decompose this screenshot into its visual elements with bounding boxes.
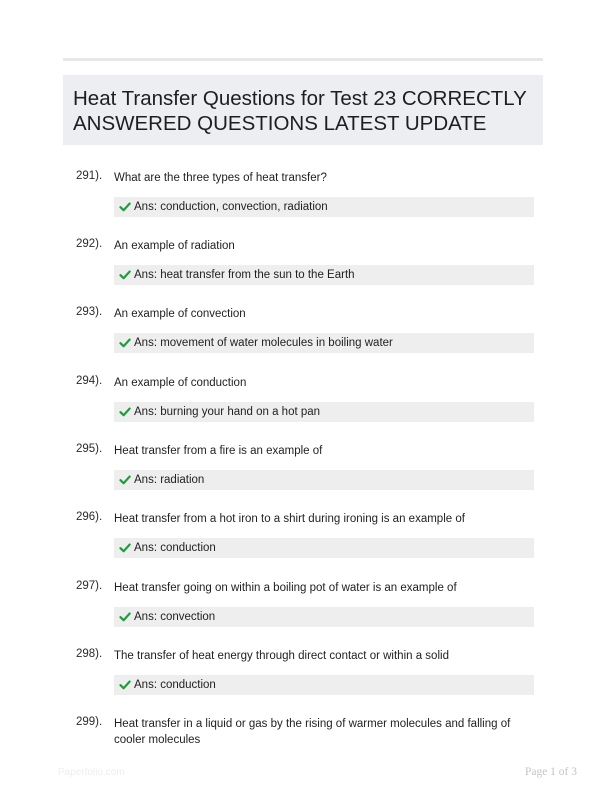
checkmark-icon (119, 679, 131, 691)
answer-text: Ans: burning your hand on a hot pan (134, 406, 321, 418)
answer-text: Ans: conduction (134, 679, 216, 691)
answer-box (114, 538, 534, 558)
checkmark-icon (119, 269, 131, 281)
answer-box (114, 197, 534, 217)
checkmark-icon (119, 337, 131, 349)
answer-text: Ans: heat transfer from the sun to the Earth (134, 269, 355, 281)
question-text: An example of conduction (114, 377, 247, 389)
question-number: 298). (76, 648, 103, 660)
answer-box (114, 333, 534, 353)
answer-text: Ans: conduction (134, 542, 216, 554)
checkmark-icon (119, 474, 131, 486)
checkmark-icon (119, 611, 131, 623)
question-number: 294). (76, 375, 103, 387)
footer-watermark: Paperfolio.com (58, 767, 125, 778)
checkmark-icon (119, 542, 131, 554)
question-number: 293). (76, 306, 103, 318)
answer-text: Ans: conduction, convection, radiation (134, 201, 328, 213)
question-number: 297). (76, 580, 103, 592)
question-number: 299). (76, 716, 103, 728)
question-number: 296). (76, 511, 103, 523)
checkmark-icon (119, 201, 131, 213)
question-text: The transfer of heat energy through direct contact or within a solid (114, 650, 449, 662)
answer-text: Ans: movement of water molecules in boiling water (134, 337, 393, 349)
top-divider (63, 58, 543, 61)
question-text: Heat transfer going on within a boiling pot of water is an example of (114, 582, 457, 594)
page-indicator: Page 1 of 3 (524, 766, 577, 778)
question-number: 291). (76, 170, 103, 182)
question-text: Heat transfer from a fire is an example of (114, 445, 323, 457)
question-text: An example of radiation (114, 240, 235, 252)
answer-box (114, 265, 534, 285)
question-text: What are the three types of heat transfer? (114, 172, 327, 184)
question-text: Heat transfer in a liquid or gas by the rising of warmer molecules and falling of cooler molecules (114, 718, 511, 746)
answer-box (114, 402, 534, 422)
answer-text: Ans: convection (134, 611, 216, 623)
answer-box (114, 470, 534, 490)
page-title-line-2: ANSWERED QUESTIONS LATEST UPDATE (73, 112, 487, 135)
answer-box (114, 607, 534, 627)
answer-text: Ans: radiation (134, 474, 205, 486)
title-banner (63, 75, 543, 145)
question-text: Heat transfer from a hot iron to a shirt during ironing is an example of (114, 513, 465, 525)
question-text: An example of convection (114, 308, 246, 320)
question-number: 292). (76, 238, 103, 250)
answer-box (114, 675, 534, 695)
checkmark-icon (119, 406, 131, 418)
page-title-line-1: Heat Transfer Questions for Test 23 CORRECTLY (73, 87, 527, 110)
question-number: 295). (76, 443, 103, 455)
